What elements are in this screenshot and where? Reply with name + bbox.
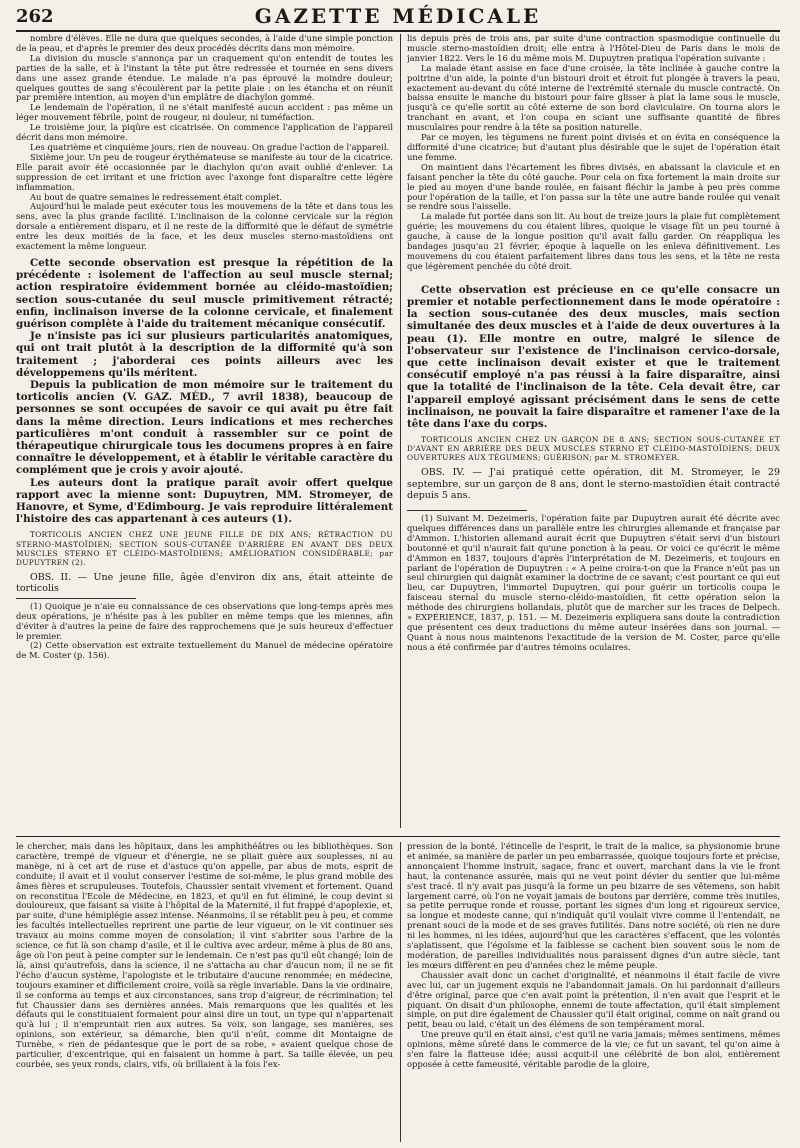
header-rule <box>16 30 780 32</box>
paragraph: La malade fut portée dans son lit. Au bout de treize jours la plaie fut complètement guérie; les mouvemens du cou étaient libres, quoique le visage fût un peu tourné à gauche, à cause de la longue position qu'il avait fallu garder. On réappliqua les bandages jusqu'au 21 février, époque à laquelle on les enleva définitivement. Les mouvemens du cou étaient parfaitement libres dans tous les sens, et la tête ne resta que légèrement penchée du côté droit. <box>407 211 780 271</box>
paragraph: le chercher, mais dans les hôpitaux, dans les amphithéâtres ou les bibliothèques. Son caractère, trempé de vigueur et d'énergie, ne se pliait guère aux souplesses, ni au manège, ni à cet art de ruse et d'astuce qu'on appelle, par abus de mots, esprit de conduite; il avait et il voulut conserver l'estime de soi-même, le plus grand mobile des âmes fières et scrupuleuses. Toutefois, Chaussier sentait vivement et fortement. Quand on reconstitua l'Ecole de Médecine, en 1823, et qu'il en fut éliminé, le coup devint si douloureux, que faisant sa visite à l'hôpital de la Maternité, il fut frappé d'apoplexie, et, par suite, d'une hémiplégie assez intense. Néanmoins, il se rétablit peu à peu, et comme les facultés intellectuelles reprirent une partie de leur vigueur, on le vit continuer ses travaux au moins comme moyen de consolation; il vint s'abriter sous l'arbre de la science, ce fut là son champ d'asile, et il le cultiva avec ardeur, même à plus de 80 ans, âge où l'on peut à peine compter sur le lendemain. Ce n'est pas qu'il eût changé; loin de là, ainsi qu'autrefois, dans la science, il ne s'attacha au char d'aucun nom; il ne se fit l'écho d'aucun système, l'apologiste et le tributaire d'aucune renommée; en médecine, toujours examiner et difficilement croire, voilà sa règle invariable. Dans la vie ordinaire, il se conforma au temps et aux circonstances, sans trop d'aigreur, de récrimination; tel fut Chaussier dans ses dernières années. Mais remarquons que les qualités et les défauts qui le constituaient formaient pour ainsi dire un tout, un type qui n'appartenait qu'à lui ; il n'empruntait rien aux autres. Sa voix, son langage, ses manières, ses opinions, son extérieur, sa démarche, bien qu'il n'eût, comme dit Montaigne de Turnèbe, « rien de pédantesque que le port de sa robe, » avaient quelque chose de particulier, d'excentrique, qui en faisaient un homme à part. Sa taille élevée, un peu courbée, ses yeux ronds, clairs, vifs, où brillaient à la fois l'ex- <box>16 842 393 1069</box>
paragraph: Les auteurs dont la pratique paraît avoir offert quelque rapport avec la mienne sont: Dupuytren, MM. Stromeyer, de Hanovre, et Syme, d'Edimbourg. Je vais reproduire littéralement l'histoire des cas appartenant à ces auteurs (1). <box>16 476 393 526</box>
paragraph: Une preuve qu'il en était ainsi, c'est qu'il ne varia jamais; mêmes sentimens, mêmes opinions, même sûreté dans le commerce de la vie; ce fut un savant, tel qu'on aime à s'en faire la flatteuse idée; aussi acquit-il une célébrité de bon aloi, entièrement opposée à cette fameusité, véritable parodie de la gloire, <box>407 1029 780 1069</box>
paragraph: lis depuis près de trois ans, par suite d'une contraction spasmodique continuelle du muscle sterno-mastoïdien droit; elle entra à l'Hôtel-Dieu de Paris dans le mois de janvier 1822. Vers le 16 du même mois M. Dupuytren pratiqua l'opération suivante : <box>407 34 780 63</box>
paragraph: On maintient dans l'écartement les fibres divisés, en abaissant la clavicule et en faisant pencher la tête du côté gauche. Pour cela on fixa fortement la main droite sur le pied au moyen d'une bande roulée, en faisant fléchir la jambe à peu près comme pour l'opération de la taille, et l'on passa sur la tête une autre bande roulée qui venait se rendre sous l'aisselle. <box>407 161 780 212</box>
footnote: (1) Quoique je n'aie eu connaissance de ces observations que long-temps après mes deux opérations, je n'hésite pas à les publier en même temps que les miennes, afin d'éviter à d'autres la peine de faire des rapprochemens que je suis heureux d'effectuer le premier. <box>16 600 393 641</box>
footnote-rule <box>407 510 527 511</box>
footnote-rule <box>16 598 136 599</box>
journal-title: GAZETTE MÉDICALE <box>254 4 542 28</box>
paragraph: La division du muscle s'annonça par un craquement qu'on entendit de toutes les parties de la salle, et à l'instant la tête put être redressée et tournée en sens divers dans une assez grande étendue. Le malade n'a pas éprouvé la moindre douleur; quelques gouttes de sang s'écoulèrent par la petite plaie : on les étancha et on réunit par première intention, au moyen d'un emplâtre de diachylon gommé. <box>16 52 393 103</box>
observation-heading: TORTICOLIS ANCIEN CHEZ UNE JEUNE FILLE DE DIX ANS; RÉTRACTION DU STERNO-MASTOÏDIEN; SECTION SOUS-CUTANÉE D'ARRIÈRE EN AVANT DES DEUX MUSCLES STERNO ET CLÉIDO-MASTOÏDIENS; AMÉLIORATION CONSIDÉRABLE; par DUPUYTREN (2). <box>16 530 393 567</box>
section-rule <box>16 836 780 837</box>
column-divider <box>400 842 401 1142</box>
newspaper-page <box>16 0 780 1148</box>
page-header <box>16 2 780 28</box>
top-right-column <box>407 34 780 830</box>
paragraph: Cette seconde observation est presque la répétition de la précédente : isolement de l'affection au seul muscle sternal; action respiratoire évidemment bornée au cléido-mastoïdien; section sous-cutanée du seul muscle primitivement rétracté; enfin, inclinaison inverse de la colonne cervicale, et finalement guérison complète à l'aide du traitement mécanique consécutif. <box>16 256 393 330</box>
paragraph: Cette observation est précieuse en ce qu'elle consacre un premier et notable perfectionnement dans le mode opératoire : la section sous-cutanée des deux muscles, mais section simultanée des deux muscles et à l'aide de deux ouvertures à la peau (1). Elle montre en outre, malgré le silence de l'observateur sur l'existence de l'inclinaison cervico-dorsale, que cette inclinaison devait exister et que le traitement consécutif employé n'a pas réussi à la faire disparaître, ainsi que la totalité de l'inclinaison de la tête. Cela devait être, car l'appareil employé agissant précisément dans le sens de cette inclinaison, ne pouvait la faire disparaître et ramener l'axe de la tête dans l'axe du corps. <box>407 283 780 430</box>
paragraph: Au bout de quatre semaines le redressement était complet. <box>30 191 282 202</box>
paragraph: Chaussier avait donc un cachet d'originalité, et néanmoins il était facile de vivre avec lui, car un jugement exquis ne l'abandonnait jamais. On lui pardonnait d'ailleurs d'être original, parce que c'en avait point la prétention, il n'en avait que l'esprit et le piquant. On disait d'un philosophe, ennemi de toute affectation, qu'il était simplement simple, on put dire également de Chaussier qu'il était original, comme on naît grand ou petit, beau ou laid, c'était un des élémens de son tempérament moral. <box>407 969 780 1030</box>
paragraph: nombre d'élèves. Elle ne dura que quelques secondes, à l'aide d'une simple ponction de la peau, et d'après le premier des deux procédés décrits dans mon mémoire. <box>16 34 393 53</box>
paragraph: Aujourd'hui le malade peut exécuter tous les mouvemens de la tête et dans tous les sens, avec la plus grande facilité. L'inclinaison de la colonne cervicale sur la région dorsale a entièrement disparu, et il ne reste de la difformité que le défaut de symétrie entre les deux moitiés de la face, et les deux muscles sterno-mastoïdiens ont exactement la même longueur. <box>16 201 393 252</box>
bottom-left-column <box>16 842 393 1144</box>
paragraph: Je n'insiste pas ici sur plusieurs particularités anatomiques, qui ont trait plutôt à la description de la difformité qu'à son traitement ; j'aborderai ces points ailleurs avec les développemens qu'ils méritent. <box>16 330 393 379</box>
paragraph: Depuis la publication de mon mémoire sur le traitement du torticolis ancien (V. GAZ. MÉD., 7 avril 1838), beaucoup de personnes se sont occupées de savoir ce qui avait pu être fait dans la même direction. Leurs indications et mes recherches particulières m'ont conduit à rassembler sur ce point de thérapeutique chirurgicale tous les documens propres à en faire connaître le développement, et à établir le véritable caractère du complément que je crois y avoir ajouté. <box>16 378 393 477</box>
paragraph: Le troisième jour, la piqûre est cicatrisée. On commence l'application de l'appareil décrit dans mon mémoire. <box>16 122 393 143</box>
bottom-right-column <box>407 842 780 1144</box>
observation-heading: TORTICOLIS ANCIEN CHEZ UN GARÇON DE 8 ANS; SECTION SOUS-CUTANÉE ET D'AVANT EN ARRIÈRE DES DEUX MUSCLES STERNO ET CLÉIDO-MASTOÏDIENS; DEUX OUVERTURES AUX TÉGUMENS; GUÉRISON; par M. STROMEYER. <box>407 435 780 463</box>
column-divider <box>400 34 401 828</box>
top-left-column <box>16 34 393 830</box>
observation-text: OBS. II. — Une jeune fille, âgée d'environ dix ans, était atteinte de torticolis <box>16 571 393 595</box>
footnote: (2) Cette observation est extraite textuellement du Manuel de médecine opératoire de M. Coster (p. 156). <box>16 640 393 661</box>
paragraph: Le lendemain de l'opération, il ne s'était manifesté aucun accident : pas même un léger mouvement fébrile, point de rougeur, ni douleur, ni tuméfaction. <box>16 102 393 123</box>
paragraph: Par ce moyen, les tégumens ne furent point divisés et on évita en conséquence la difformité d'une cicatrice; but d'autant plus désirable que le sujet de l'opération était une femme. <box>407 132 780 162</box>
observation-text: OBS. IV. — J'ai pratiqué cette opération, dit M. Stromeyer, le 29 septembre, sur un garçon de 8 ans, dont le sterno-mastoïdien était contracté depuis 5 ans. <box>407 467 780 502</box>
paragraph: La malade étant assise en face d'une croisée, la tête inclinée à gauche contre la poitrine d'un aide, la pointe d'un bistouri droit et étroit fut plongée à travers la peau, exactement au-devant du côté interne de l'extrémité sternale du muscle contracté. On baissa ensuite le manche du bistouri pour faire glisser à plat la lame sous le muscle, jusqu'à ce qu'elle sortit au côté externe de son bord claviculaire. On tourna alors le tranchant en avant, et l'on coupa en sciant une suffisante quantité de fibres musculaires pour rendre à la tête sa position naturelle. <box>407 62 780 133</box>
paragraph: Sixième jour. Un peu de rougeur érythémateuse se manifeste au tour de la cicatrice. Elle parait avoir été occasionnée par le diachylon qu'on avait oublié d'enlever. La suppression de cet irritant et une friction avec l'axonge font disparaître cette légère inflammation. <box>16 151 393 192</box>
footnote: (1) Suivant M. Dezeimeris, l'opération faite par Dupuytren aurait été décrite avec quelques différences dans un parallèle entre les chirurgies allemande et française par d'Ammon. L'historien allemand aurait écrit que Dupuytren s'était servi d'un bistouri boutonné et qu'il n'aurait fait qu'une ponction à la peau. Or voici ce qu'écrit le même d'Ammon en 1837, toujours d'après l'interprétation de M. Dezeimeris, et toujours en parlant de l'opération de Dupuytren : « A peine croira-t-on que la France n'eût pas un seul chirurgien qui daignât examiner la doctrine de ce savant; c'est pourtant ce qui eut lieu, car Dupuytren, l'immortel Dupuytren, qui pour guérir un torticolis coupa le faisceau sternal du muscle sterno-cléido-mastoïdien, fit cette opération selon la méthode des chirurgiens hollandais, plutôt que de marcher sur les traces de Delpech. » EXPÉRIENCE, 1837, p. 151. — M. Dezeimeris expliquera sans doute la contradiction que présentent ces deux traductions du même auteur insérées dans son journal. — Quant à nous nous maintenons l'exactitude de la version de M. Coster, parce qu'elle nous a été confirmée par d'autres témoins oculaires. <box>407 512 780 652</box>
page-number: 262 <box>16 6 54 27</box>
paragraph: pression de la bonté, l'étincelle de l'esprit, le trait de la malice, sa physionomie brune et animée, sa manière de parler un peu embarrassée, quoique toujours forte et précise, annonçaient l'homme instruit, sagace, franc et ouvert, marchant dans la vie le front haut, la contenance assurée, mais qui ne veut point dévier du sentier que lui-même s'est tracé. Il n'y avait pas jusqu'à la forme un peu bizarre de ses vêtemens, son habit largement carré, où l'on ne voyait jamais de boutons par derrière, comme très inutiles, sa petite perruque ronde et rousse, portant les signes d'un long et rigoureux service, sa longue et modeste canne, qui n'indiquât qu'il voulait vivre comme il l'entendait, ne prenant souci de la mode et de ses graves futilités. Dans notre société, où rien ne dure ni les hommes, ni les idées, aujourd'hui que les caractères s'effacent, que les volontés s'aplatissent, que l'égoïsme et la faiblesse se cachent bien souvent sous le nom de modération, de pareilles individualités nous paraissent dignes d'un autre siècle, tant les mœurs diffèrent en peu d'années chez le même peuple. <box>407 842 780 970</box>
paragraph: Les quatrième et cinquième jours, rien de nouveau. On gradue l'action de l'appareil. <box>30 141 390 152</box>
